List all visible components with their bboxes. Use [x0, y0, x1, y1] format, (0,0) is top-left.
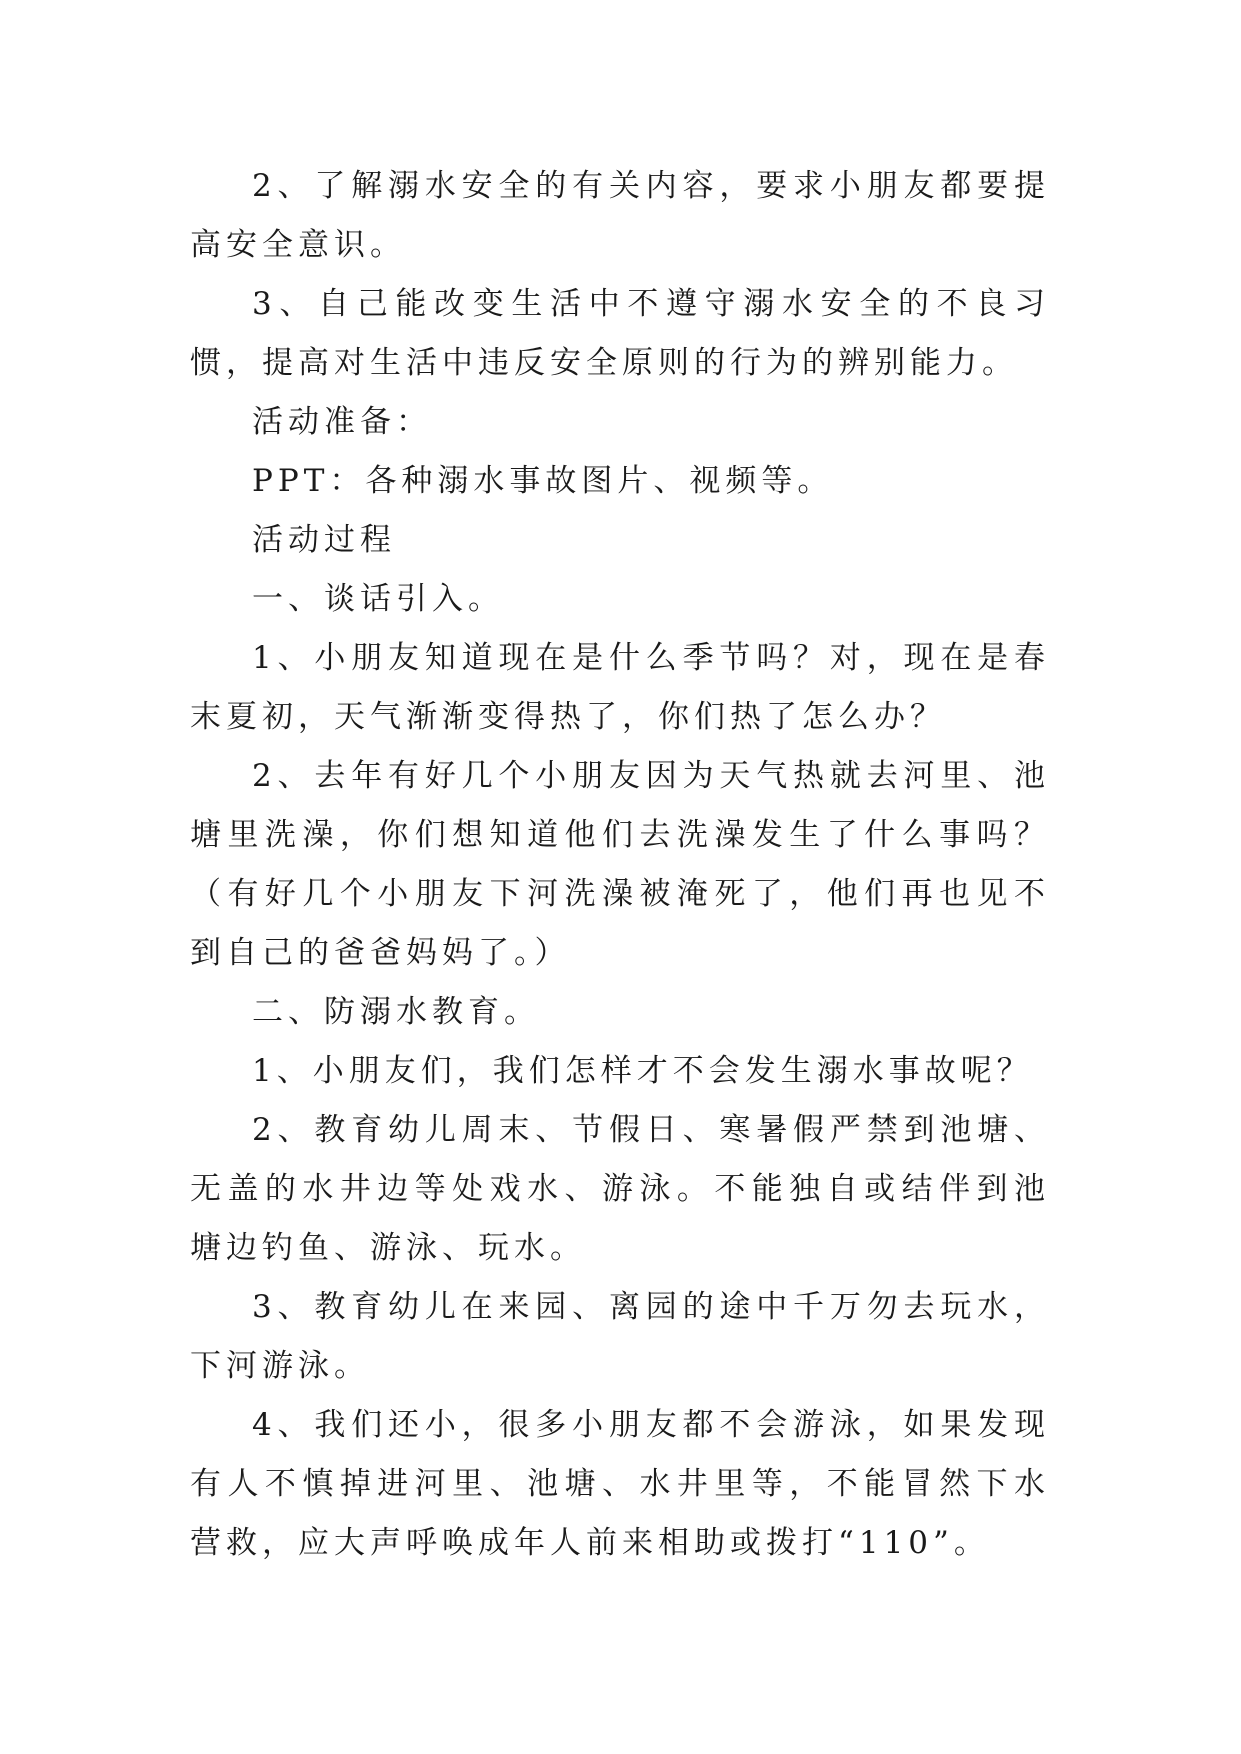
heading-section-1: 一、谈话引入。 [252, 581, 504, 617]
heading-activity-preparation: 活动准备： [252, 404, 432, 440]
paragraph-goal-3: 3、自己能改变生活中不遵守溺水安全的不良习惯，提高对生活中违反安全原则的行为的辨别能力。 [190, 286, 1050, 381]
paragraph-section2-item1: 1、小朋友们，我们怎样才不会发生溺水事故呢？ [252, 1053, 1033, 1089]
heading-activity-process: 活动过程 [252, 522, 396, 558]
paragraph-section1-item2: 2、去年有好几个小朋友因为天气热就去河里、池塘里洗澡，你们想知道他们去洗澡发生了什么事吗？（有好几个小朋友下河洗澡被淹死了，他们再也见不到自己的爸爸妈妈了。） [190, 758, 1050, 971]
paragraph-section2-item2: 2、教育幼儿周末、节假日、寒暑假严禁到池塘、无盖的水井边等处戏水、游泳。不能独自或结伴到池塘边钓鱼、游泳、玩水。 [190, 1112, 1050, 1266]
paragraph-goal-2: 2、了解溺水安全的有关内容，要求小朋友都要提高安全意识。 [190, 168, 1050, 263]
paragraph-ppt-materials: PPT：各种溺水事故图片、视频等。 [252, 463, 834, 499]
heading-section-2: 二、防溺水教育。 [252, 994, 540, 1030]
paragraph-section1-item1: 1、小朋友知道现在是什么季节吗？对，现在是春末夏初，天气渐渐变得热了，你们热了怎么办？ [190, 640, 1050, 735]
document-body [190, 157, 1050, 1573]
paragraph-section2-item4: 4、我们还小，很多小朋友都不会游泳，如果发现有人不慎掉进河里、池塘、水井里等，不能冒然下水营救，应大声呼唤成年人前来相助或拨打“110”。 [190, 1407, 1050, 1561]
paragraph-section2-item3: 3、教育幼儿在来园、离园的途中千万勿去玩水，下河游泳。 [190, 1289, 1050, 1384]
